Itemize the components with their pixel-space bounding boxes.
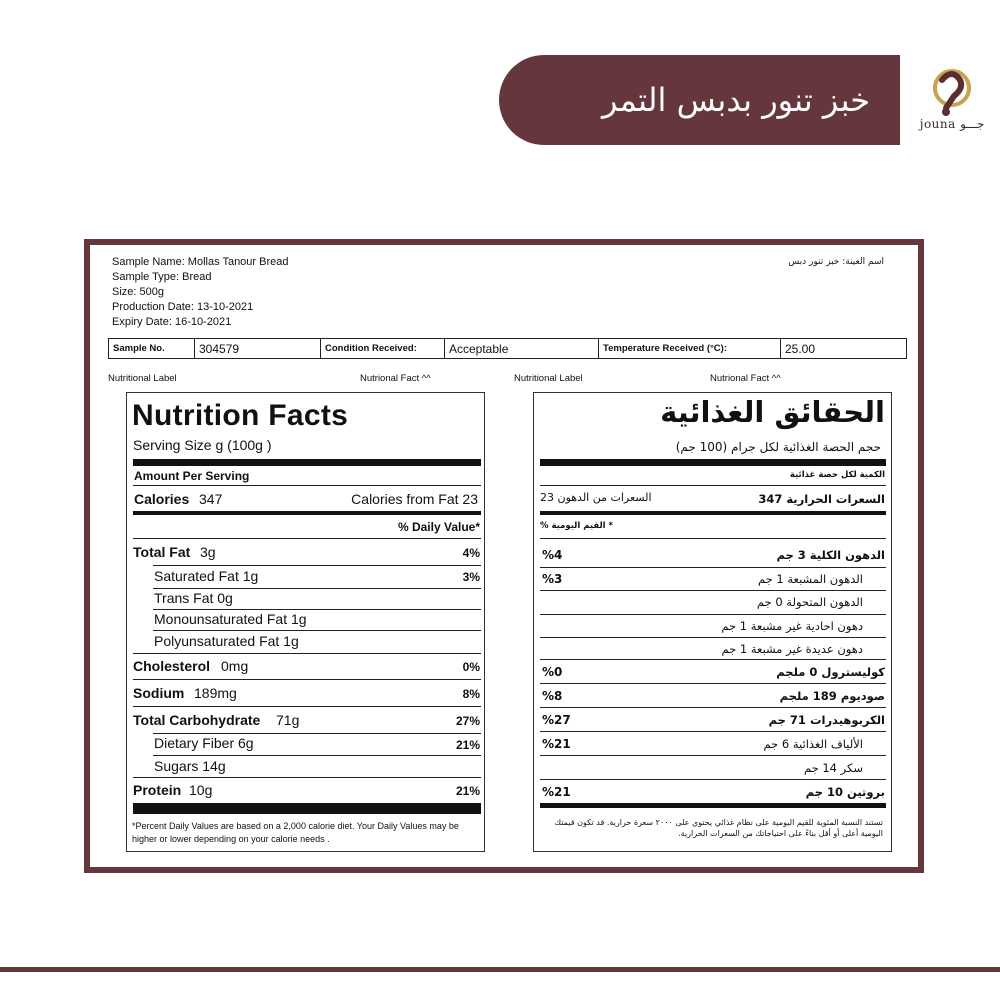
divider bbox=[153, 630, 481, 631]
total-carbohydrate-pct: 27% bbox=[455, 714, 480, 728]
saturated-fat-pct-arabic: %3 bbox=[542, 572, 563, 586]
monounsaturated-fat-arabic: دهون احادية غير مشبعة 1 جم bbox=[721, 619, 863, 633]
calories-value: 347 bbox=[199, 491, 223, 507]
total-carbohydrate-amount: 71g bbox=[276, 712, 300, 728]
title-banner bbox=[499, 55, 900, 145]
daily-value-header: % Daily Value* bbox=[397, 520, 480, 534]
divider bbox=[133, 653, 481, 654]
production-date: Production Date: 13-10-2021 bbox=[112, 301, 254, 313]
sample-type: Sample Type: Bread bbox=[112, 271, 212, 283]
nutrition-facts-arabic bbox=[533, 392, 892, 852]
bottom-rule bbox=[0, 967, 1000, 972]
calories-arabic: السعرات الحرارية 347 bbox=[758, 492, 885, 506]
expiry-date: Expiry Date: 16-10-2021 bbox=[112, 316, 232, 328]
trans-fat-arabic: الدهون المتحولة 0 جم bbox=[756, 595, 863, 609]
cholesterol-arabic: كوليسترول 0 ملجم bbox=[776, 665, 885, 679]
sodium-arabic: صوديوم 189 ملجم bbox=[779, 689, 885, 703]
divider bbox=[540, 637, 886, 638]
polyunsaturated-fat-label: Polyunsaturated Fat 1g bbox=[154, 633, 299, 649]
protein-amount: 10g bbox=[189, 782, 213, 798]
page-title: خبز تنور بدبس التمر bbox=[601, 81, 870, 119]
footnote-english: *Percent Daily Values are based on a 2,000 calorie diet. Your Daily Values may be higher or lower depending on your calorie needs . bbox=[132, 821, 459, 844]
total-fat-pct: 4% bbox=[462, 546, 480, 560]
temperature-value: 25.00 bbox=[785, 341, 816, 356]
trans-fat-label: Trans Fat 0g bbox=[154, 590, 233, 606]
sugars-label: Sugars 14g bbox=[154, 758, 226, 774]
protein-pct-arabic: %21 bbox=[542, 785, 571, 799]
temperature-label: Temperature Received (°C): bbox=[599, 339, 781, 358]
sodium-pct-arabic: %8 bbox=[542, 689, 563, 703]
polyunsaturated-fat-arabic: دهون عديدة غير مشبعة 1 جم bbox=[721, 642, 863, 656]
sample-name-arabic: اسم العينة: خبز تنور دبس bbox=[788, 257, 884, 267]
condition-value: Acceptable bbox=[445, 339, 599, 358]
sample-no-value: 304579 bbox=[195, 339, 321, 358]
divider bbox=[540, 538, 886, 539]
divider bbox=[133, 485, 481, 486]
lab-report bbox=[84, 239, 924, 873]
divider bbox=[540, 803, 886, 808]
carbohydrates-pct-arabic: %27 bbox=[542, 713, 571, 727]
saturated-fat-label: Saturated Fat 1g bbox=[154, 568, 259, 584]
divider bbox=[540, 567, 886, 568]
nutritional-fact-ar: Nutrional Fact ^^ bbox=[710, 373, 781, 384]
divider bbox=[133, 777, 481, 778]
divider bbox=[153, 609, 481, 610]
carbohydrates-arabic: الكربوهيدرات 71 جم bbox=[768, 713, 885, 727]
sample-info bbox=[112, 255, 289, 330]
daily-value-header-arabic: * القيم اليومية % bbox=[540, 521, 613, 531]
divider bbox=[540, 659, 886, 660]
nutritional-label-ar: Nutritional Label bbox=[514, 373, 583, 384]
nutrition-facts-title: Nutrition Facts bbox=[132, 399, 349, 432]
nutrition-facts-title-arabic: الحقائق الغذائية bbox=[660, 395, 885, 429]
total-fat-label: Total Fat bbox=[133, 544, 191, 560]
saturated-fat-pct: 3% bbox=[462, 570, 480, 584]
divider bbox=[540, 590, 886, 591]
protein-pct: 21% bbox=[455, 784, 480, 798]
monounsaturated-fat-label: Monounsaturated Fat 1g bbox=[154, 611, 307, 627]
amount-per-serving: Amount Per Serving bbox=[134, 469, 250, 483]
amount-per-serving-arabic: الكمية لكل حصة غذائية bbox=[789, 470, 885, 480]
divider bbox=[133, 706, 481, 707]
calories-label: Calories bbox=[134, 491, 190, 507]
divider bbox=[153, 565, 481, 566]
total-carbohydrate-label: Total Carbohydrate bbox=[133, 712, 261, 728]
condition-label: Condition Received: bbox=[321, 339, 445, 358]
divider bbox=[133, 459, 481, 466]
divider bbox=[153, 755, 481, 756]
divider bbox=[133, 538, 481, 539]
divider bbox=[540, 707, 886, 708]
sample-name: Sample Name: Mollas Tanour Bread bbox=[112, 256, 289, 268]
divider bbox=[153, 733, 481, 734]
cholesterol-pct-arabic: %0 bbox=[542, 665, 563, 679]
divider bbox=[133, 511, 481, 515]
sugars-arabic: سكر 14 جم bbox=[803, 761, 863, 775]
total-fat-pct-arabic: %4 bbox=[542, 548, 563, 562]
divider bbox=[133, 803, 481, 814]
divider bbox=[540, 511, 886, 515]
total-fat-amount: 3g bbox=[200, 544, 216, 560]
divider bbox=[133, 679, 481, 680]
nutritional-fact-en: Nutrional Fact ^^ bbox=[360, 373, 431, 384]
dietary-fiber-label: Dietary Fiber 6g bbox=[154, 735, 254, 751]
divider bbox=[540, 731, 886, 732]
divider bbox=[540, 683, 886, 684]
sodium-label: Sodium bbox=[133, 685, 185, 701]
cholesterol-label: Cholesterol bbox=[133, 658, 211, 674]
divider bbox=[540, 779, 886, 780]
cholesterol-pct: 0% bbox=[462, 660, 480, 674]
sample-info-table bbox=[108, 338, 907, 359]
sample-size: Size: 500g bbox=[112, 286, 164, 298]
calories-from-fat: Calories from Fat 23 bbox=[351, 491, 478, 507]
total-fat-arabic: الدهون الكلية 3 جم bbox=[776, 548, 885, 562]
calories-from-fat-arabic: السعرات من الدهون 23 bbox=[540, 491, 652, 504]
dietary-fiber-pct-arabic: %21 bbox=[542, 737, 571, 751]
nutrition-facts-english bbox=[126, 392, 485, 852]
nutritional-label-en: Nutritional Label bbox=[108, 373, 177, 384]
serving-size: Serving Size g (100g ) bbox=[133, 437, 272, 453]
sodium-amount: 189mg bbox=[194, 685, 237, 701]
cholesterol-amount: 0mg bbox=[221, 658, 249, 674]
divider bbox=[540, 485, 886, 486]
protein-arabic: بروتين 10 جم bbox=[805, 785, 885, 799]
footnote-arabic: تستند النسبة المئوية للقيم اليومية على نظام غذائي يحتوي على ٢٠٠٠ سعرة حرارية. قد تكون قيمتك اليومية أعلى أو أقل بناءً على احتياجاتك من السعرات الحرارية. bbox=[554, 818, 883, 838]
divider bbox=[540, 459, 886, 466]
divider bbox=[153, 588, 481, 589]
sample-no-label: Sample No. bbox=[109, 339, 195, 358]
dietary-fiber-arabic: الألياف الغذائية 6 جم bbox=[763, 737, 863, 751]
saturated-fat-arabic: الدهون المشبعة 1 جم bbox=[757, 572, 863, 586]
divider bbox=[540, 755, 886, 756]
divider bbox=[540, 614, 886, 615]
sodium-pct: 8% bbox=[462, 687, 480, 701]
protein-label: Protein bbox=[133, 782, 182, 798]
brand-logo-text: jouna جـــو bbox=[919, 117, 985, 131]
dietary-fiber-pct: 21% bbox=[455, 738, 480, 752]
serving-size-arabic: حجم الحصة الغذائية لكل جرام (100 جم) bbox=[675, 440, 881, 454]
